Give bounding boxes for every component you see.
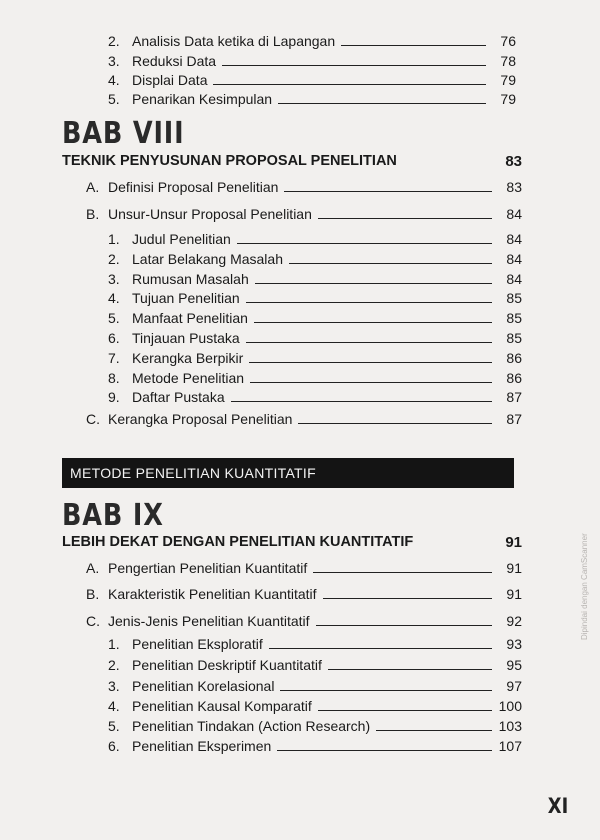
toc-entry (108, 698, 522, 714)
toc-entry (108, 370, 522, 386)
dot-leader (255, 282, 492, 284)
toc-entry (108, 91, 516, 107)
dot-leader (328, 668, 492, 670)
entry-page: 100 (498, 698, 522, 714)
entry-number: 6. (108, 738, 120, 754)
dot-leader (249, 361, 492, 363)
toc-entry (108, 738, 522, 754)
entry-number: 7. (108, 350, 120, 366)
entry-number: 3. (108, 271, 120, 287)
dot-leader (376, 729, 492, 731)
dot-leader (237, 242, 492, 244)
entry-number: 5. (108, 91, 120, 107)
entry-number: 4. (108, 72, 120, 88)
toc-entry (108, 251, 522, 267)
dot-leader (222, 64, 486, 66)
toc-entry (108, 33, 516, 49)
toc-section (86, 179, 522, 195)
chapter-label: BAB VIII (62, 116, 185, 151)
section-title: Jenis-Jenis Penelitian Kuantitatif (108, 613, 310, 629)
chapter-title-row (62, 153, 522, 170)
section-title: Unsur-Unsur Proposal Penelitian (108, 206, 312, 222)
toc-entry (108, 636, 522, 652)
section-page: 91 (506, 560, 522, 576)
toc-section (86, 560, 522, 576)
toc-entry (108, 72, 516, 88)
dot-leader (318, 709, 492, 711)
entry-number: 3. (108, 53, 120, 69)
entry-page: 95 (506, 657, 522, 673)
chapter-title: LEBIH DEKAT DENGAN PENELITIAN KUANTITATIF (62, 534, 414, 550)
entry-number: 1. (108, 231, 120, 247)
part-banner: METODE PENELITIAN KUANTITATIF (62, 458, 514, 488)
entry-number: 2. (108, 33, 120, 49)
section-title: Definisi Proposal Penelitian (108, 179, 279, 195)
entry-title: Penelitian Kausal Komparatif (132, 698, 312, 714)
entry-title: Metode Penelitian (132, 370, 245, 386)
chapter-title-row (62, 534, 522, 551)
entry-title: Penelitian Eksploratif (132, 636, 263, 652)
page-number: XI (547, 794, 569, 818)
entry-page: 79 (500, 72, 516, 88)
toc-entry (108, 389, 522, 405)
toc-entry (108, 310, 522, 326)
section-letter: C. (86, 411, 100, 427)
entry-title: Reduksi Data (132, 53, 217, 69)
section-page: 83 (506, 179, 522, 195)
chapter-page: 83 (505, 153, 522, 170)
dot-leader (341, 44, 486, 46)
section-letter: C. (86, 613, 100, 629)
dot-leader (280, 689, 492, 691)
entry-page: 93 (506, 636, 522, 652)
entry-title: Tinjauan Pustaka (132, 330, 240, 346)
section-letter: B. (86, 206, 100, 222)
section-page: 87 (506, 411, 522, 427)
entry-page: 87 (506, 389, 522, 405)
dot-leader (298, 422, 492, 424)
dot-leader (284, 190, 492, 192)
entry-title: Manfaat Penelitian (132, 310, 248, 326)
entry-number: 3. (108, 678, 120, 694)
section-letter: A. (86, 179, 100, 195)
entry-title: Penelitian Tindakan (Action Research) (132, 718, 371, 734)
entry-number: 9. (108, 389, 120, 405)
toc-entry (108, 718, 522, 734)
toc-entry (108, 271, 522, 287)
toc-section (86, 586, 522, 602)
entry-title: Rumusan Masalah (132, 271, 249, 287)
entry-page: 86 (506, 370, 522, 386)
dot-leader (316, 624, 492, 626)
entry-title: Daftar Pustaka (132, 389, 225, 405)
entry-page: 107 (498, 738, 522, 754)
entry-title: Penarikan Kesimpulan (132, 91, 273, 107)
dot-leader (313, 571, 492, 573)
entry-title: Penelitian Eksperimen (132, 738, 272, 754)
entry-title: Latar Belakang Masalah (132, 251, 283, 267)
entry-number: 5. (108, 310, 120, 326)
entry-title: Judul Penelitian (132, 231, 231, 247)
dot-leader (254, 321, 492, 323)
toc-entry (108, 657, 522, 673)
entry-title: Kerangka Berpikir (132, 350, 244, 366)
toc-section (86, 613, 522, 629)
entry-number: 1. (108, 636, 120, 652)
section-letter: A. (86, 560, 100, 576)
dot-leader (318, 217, 492, 219)
chapter-title: TEKNIK PENYUSUNAN PROPOSAL PENELITIAN (62, 153, 397, 169)
dot-leader (323, 597, 492, 599)
toc-section (86, 206, 522, 222)
entry-page: 76 (500, 33, 516, 49)
entry-number: 2. (108, 657, 120, 673)
dot-leader (213, 83, 486, 85)
dot-leader (246, 301, 492, 303)
scanner-watermark: Dipindai dengan CamScanner (580, 533, 589, 640)
entry-title: Penelitian Deskriptif Kuantitatif (132, 657, 322, 673)
toc-entry (108, 231, 522, 247)
dot-leader (277, 749, 492, 751)
entry-title: Penelitian Korelasional (132, 678, 275, 694)
entry-page: 79 (500, 91, 516, 107)
entry-page: 84 (506, 251, 522, 267)
dot-leader (250, 381, 492, 383)
entry-page: 78 (500, 53, 516, 69)
entry-number: 4. (108, 698, 120, 714)
section-title: Pengertian Penelitian Kuantitatif (108, 560, 308, 576)
entry-number: 8. (108, 370, 120, 386)
entry-number: 2. (108, 251, 120, 267)
toc-section (86, 411, 522, 427)
toc-entry (108, 678, 522, 694)
entry-title: Displai Data (132, 72, 208, 88)
section-letter: B. (86, 586, 100, 602)
toc-entry (108, 290, 522, 306)
entry-number: 4. (108, 290, 120, 306)
toc-entry (108, 53, 516, 69)
entry-number: 5. (108, 718, 120, 734)
section-title: Kerangka Proposal Penelitian (108, 411, 293, 427)
section-page: 91 (506, 586, 522, 602)
entry-page: 103 (498, 718, 522, 734)
chapter-page: 91 (505, 534, 522, 551)
toc-entry (108, 350, 522, 366)
dot-leader (289, 262, 492, 264)
toc-entry (108, 330, 522, 346)
dot-leader (269, 647, 492, 649)
entry-page: 97 (506, 678, 522, 694)
entry-page: 86 (506, 350, 522, 366)
section-title: Karakteristik Penelitian Kuantitatif (108, 586, 317, 602)
section-page: 92 (506, 613, 522, 629)
entry-page: 85 (506, 330, 522, 346)
entry-page: 85 (506, 310, 522, 326)
entry-title: Analisis Data ketika di Lapangan (132, 33, 336, 49)
dot-leader (231, 400, 492, 402)
entry-title: Tujuan Penelitian (132, 290, 240, 306)
dot-leader (278, 102, 486, 104)
entry-page: 85 (506, 290, 522, 306)
entry-page: 84 (506, 231, 522, 247)
entry-page: 84 (506, 271, 522, 287)
section-page: 84 (506, 206, 522, 222)
entry-number: 6. (108, 330, 120, 346)
chapter-label: BAB IX (62, 498, 164, 533)
dot-leader (246, 341, 492, 343)
